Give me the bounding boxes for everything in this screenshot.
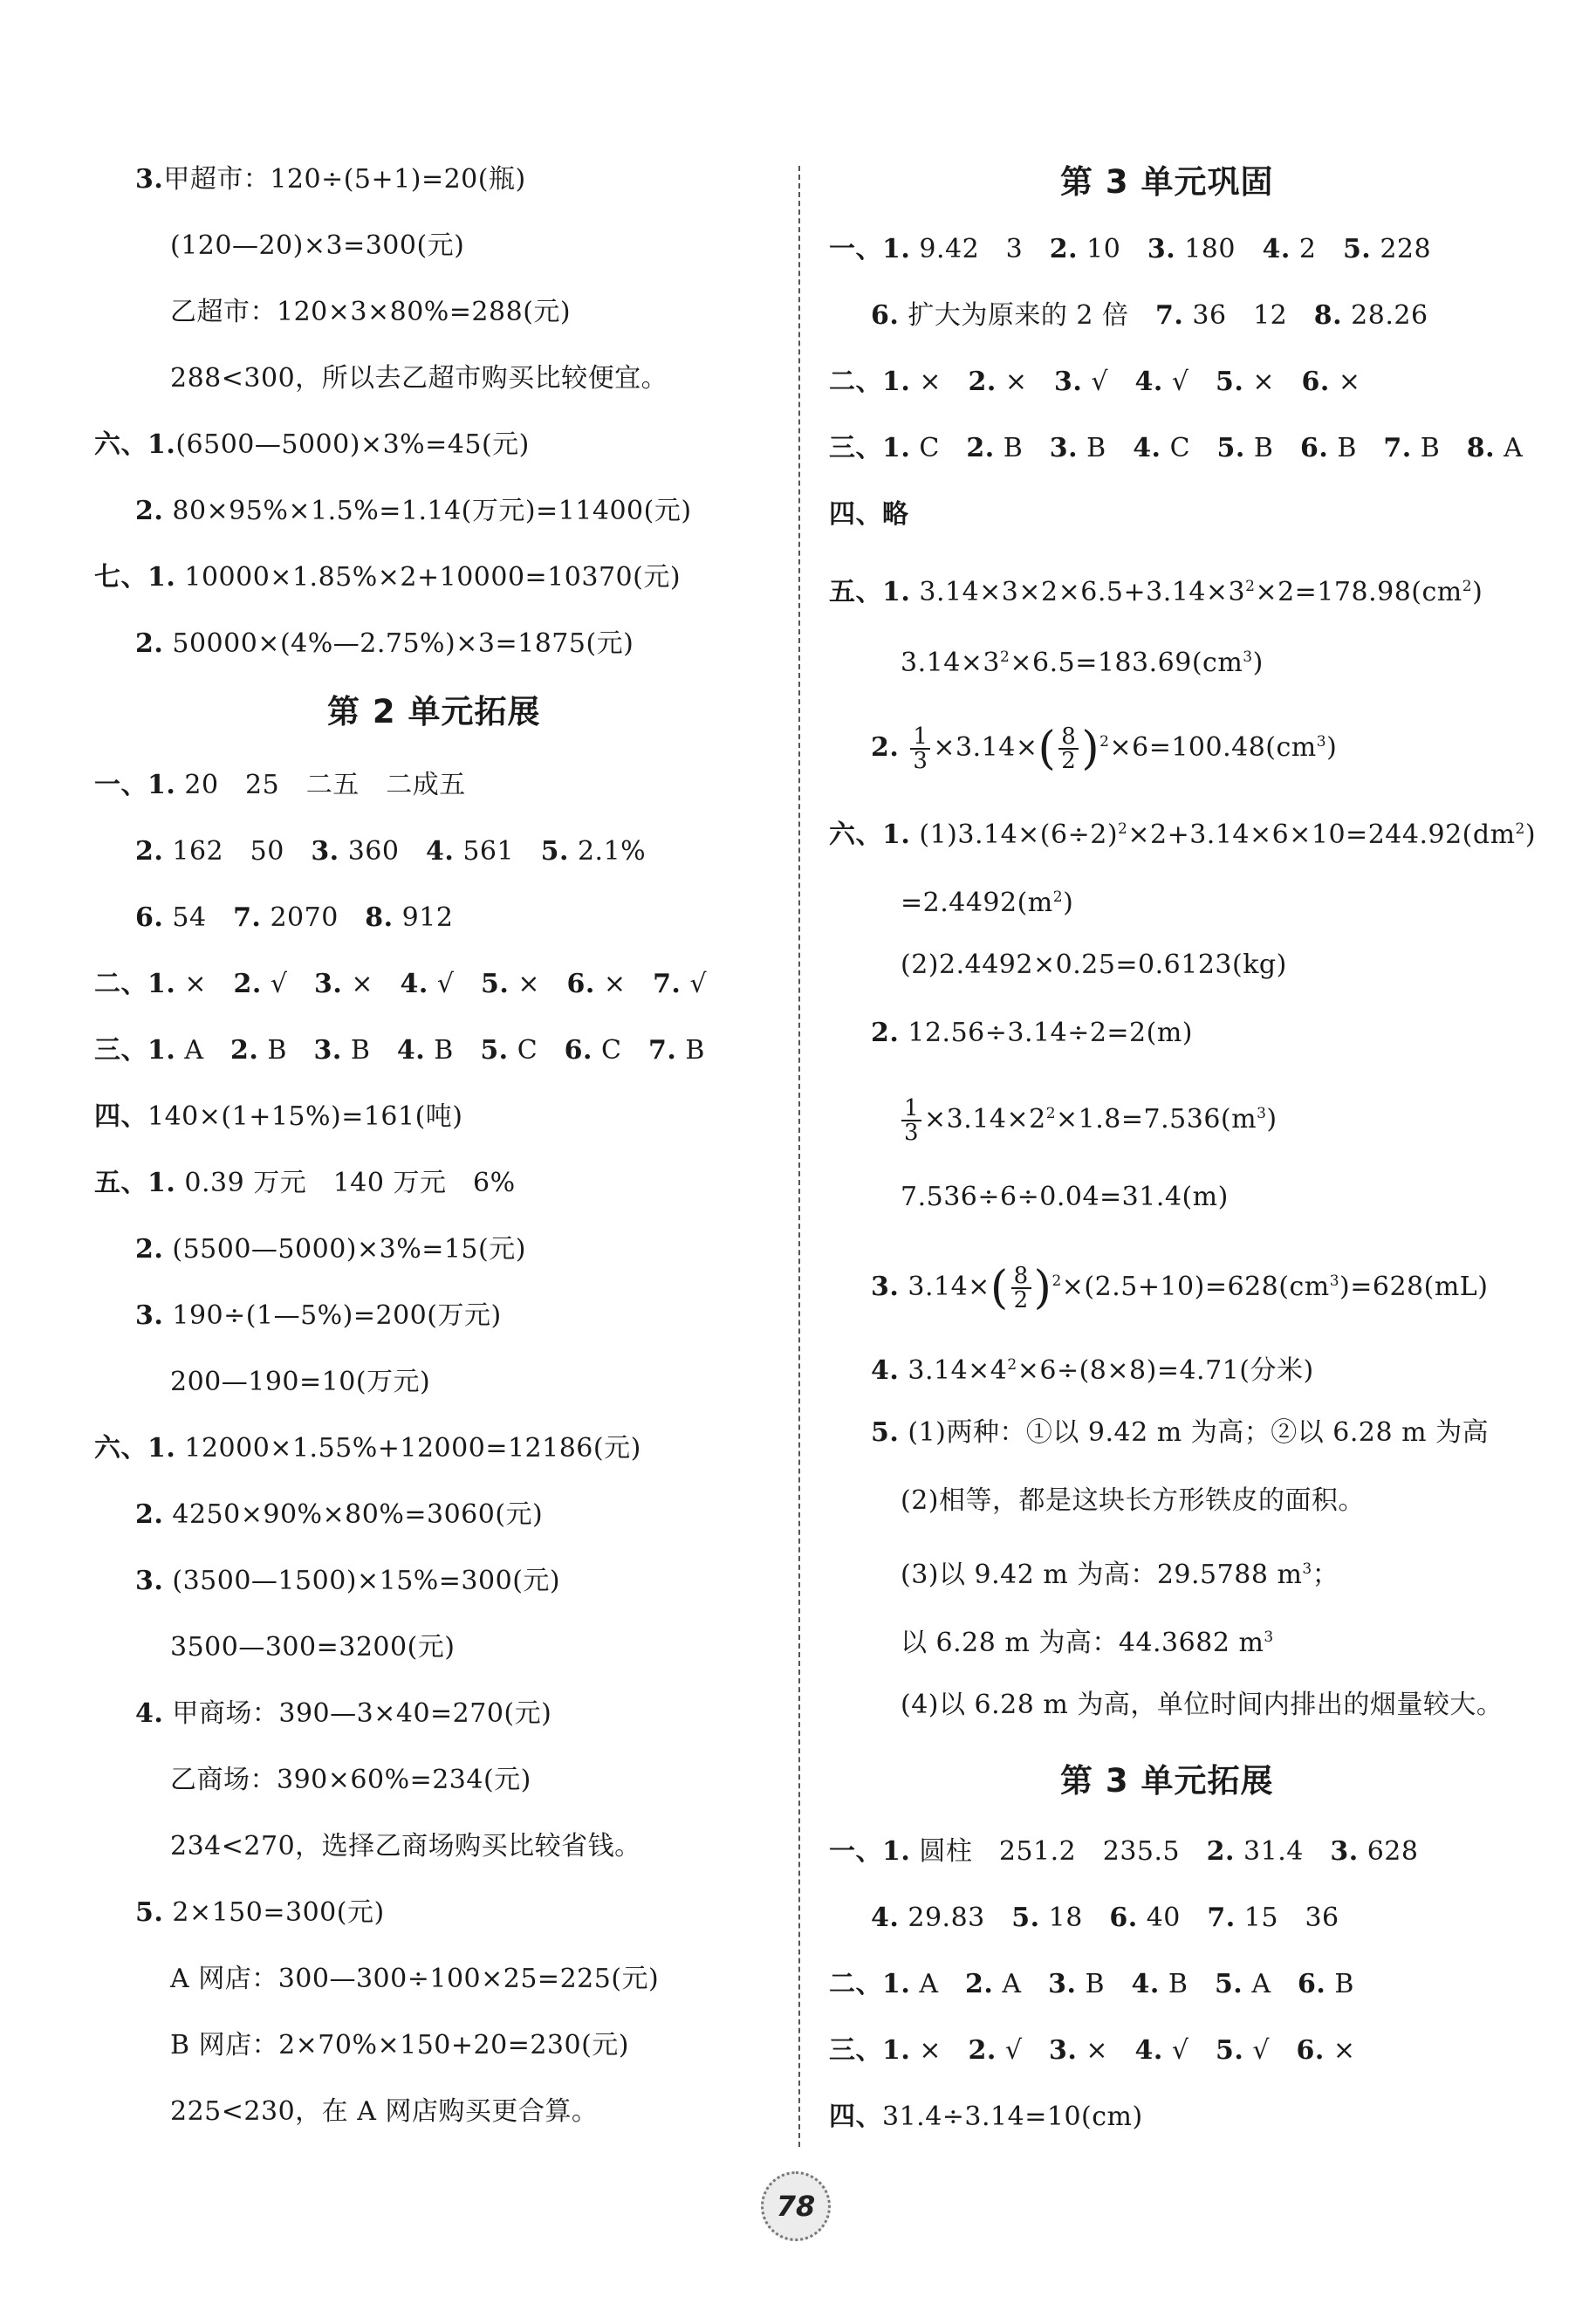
answer-line: 3. 3.14×( $\frac{8}{2}$ )$^2\times(2.5+10)=628(cm^3)=628(mL)$	[871, 1262, 1489, 1314]
section-heading: 第 3 单元拓展	[1060, 1762, 1274, 1800]
fraction: $\frac{8}{2}$	[1058, 725, 1079, 772]
answer-line: 三、1. A 2. B 3. B 4. B 5. C 6. C 7. B	[94, 1035, 705, 1066]
page-number: 78	[776, 2190, 816, 2223]
answer-line: (4)以 6.28 m 为高，单位时间内排出的烟量较大。	[901, 1690, 1504, 1720]
answer-line: 4. $3.14\times 4^2\times 6\div(8\times 8)=4.71$(分米)	[871, 1355, 1314, 1386]
answer-line: 二、1. × 2. × 3. √ 4. √ 5. × 6. ×	[829, 367, 1361, 397]
answer-line: 5. (1)两种：①以 9.42 m 为高；②以 6.28 m 为高	[871, 1417, 1490, 1448]
answer-line: 乙商场：390×60%=234(元)	[170, 1765, 531, 1795]
answer-line: 一、1. 9.42 3 2. 10 3. 180 4. 2 5. 228	[829, 234, 1432, 264]
answer-line: 2. (5500—5000)×3%=15(元)	[135, 1234, 526, 1265]
answer-line: (3)以 9.42 m 为高：29.5788 $m^3$；	[901, 1560, 1339, 1590]
answer-line: 4. 甲商场：390—3×40=270(元)	[135, 1698, 552, 1729]
answer-line: $\frac{1}{3}$ $\times 3.14\times 2^2\times 1.8=7.536(m^3)$	[899, 1096, 1277, 1144]
answer-line: 2. 50000×(4%—2.75%)×3=1875(元)	[135, 628, 634, 659]
answer-line: 二、1. A 2. A 3. B 4. B 5. A 6. B	[829, 1969, 1354, 1999]
answer-line: 三、1. × 2. √ 3. × 4. √ 5. √ 6. ×	[829, 2035, 1356, 2066]
answer-line: 四、140×(1+15%)=161(吨)	[94, 1101, 463, 1132]
answer-line: (2)相等，都是这块长方形铁皮的面积。	[901, 1485, 1365, 1516]
answer-line: 3. (3500—1500)×15%=300(元)	[135, 1566, 561, 1596]
answer-line: $=2.4492(m^2)$	[901, 888, 1074, 918]
answer-line: 五、1. $3.14\times 3\times 2\times 6.5+3.14\times 3^2\times 2=178.98(cm^2)$	[829, 577, 1483, 607]
answer-line: 2. 162 50 3. 360 4. 561 5. 2.1%	[135, 836, 647, 867]
answer-line: 3.甲超市：120÷(5+1)=20(瓶)	[135, 164, 526, 195]
answer-line: 乙超市：120×3×80%=288(元)	[170, 297, 572, 327]
answer-line: (120—20)×3=300(元)	[170, 230, 465, 261]
answer-line: 2. 12.56÷3.14÷2=2(m)	[871, 1018, 1193, 1048]
answer-line: 六、1. 12000×1.55%+12000=12186(元)	[94, 1433, 641, 1464]
answer-line: 6. 54 7. 2070 8. 912	[135, 902, 454, 933]
answer-line: 三、1. C 2. B 3. B 4. C 5. B 6. B 7. B 8. A	[829, 433, 1524, 463]
answer-line: (2)2.4492×0.25=0.6123(kg)	[901, 950, 1287, 980]
answer-line: 六、1. $(1)3.14\times(6\div 2)^2\times 2+3.14\times 6\times 10=244.92(dm^2)$	[829, 819, 1537, 850]
answer-line: 七、1. 10000×1.85%×2+10000=10370(元)	[94, 562, 682, 593]
section-heading: 第 3 单元巩固	[1060, 163, 1274, 201]
page-number-badge	[761, 2171, 831, 2241]
column-divider	[798, 166, 800, 2147]
answer-line: 一、1. 圆柱 251.2 235.5 2. 31.4 3. 628	[829, 1836, 1419, 1867]
answer-line: 五、1. 0.39 万元 140 万元 6%	[94, 1168, 516, 1198]
answer-line: 六、1.(6500—5000)×3%=45(元)	[94, 429, 530, 460]
answer-line: 2. 80×95%×1.5%=1.14(万元)=11400(元)	[135, 496, 692, 526]
answer-line: B 网店：2×70%×150+20=230(元)	[170, 2030, 629, 2060]
answer-line: 6. 扩大为原来的 2 倍 7. 36 12 8. 28.26	[871, 300, 1428, 331]
fraction: $\frac{8}{2}$	[1011, 1265, 1031, 1312]
answer-line: 四、略	[829, 499, 909, 530]
answer-line: 234<270，选择乙商场购买比较省钱。	[170, 1831, 641, 1862]
answer-line: 225<230，在 A 网店购买更合算。	[170, 2096, 599, 2127]
answer-line: 一、1. 20 25 二五 二成五	[94, 770, 466, 800]
answer-line: 4. 29.83 5. 18 6. 40 7. 15 36	[871, 1903, 1339, 1933]
answer-line: 3500—300=3200(元)	[170, 1632, 456, 1663]
answer-line: 7.536÷6÷0.04=31.4(m)	[901, 1182, 1229, 1212]
answer-line: A 网店：300—300÷100×25=225(元)	[170, 1964, 660, 1994]
answer-line: 二、1. × 2. √ 3. × 4. √ 5. × 6. × 7. √	[94, 969, 708, 999]
answer-line: 288<300，所以去乙超市购买比较便宜。	[170, 363, 668, 394]
answer-line: 5. 2×150=300(元)	[135, 1897, 385, 1928]
answer-line: 以 6.28 m 为高：44.3682 $m^3$	[901, 1628, 1274, 1658]
answer-line: 3. 190÷(1—5%)=200(万元)	[135, 1300, 502, 1331]
answer-line: $3.14\times 3^2\times 6.5=183.69(cm^3)$	[901, 648, 1264, 678]
fraction: $\frac{1}{3}$	[910, 725, 930, 772]
fraction: $\frac{1}{3}$	[901, 1097, 921, 1144]
answer-line: 2. $\frac{1}{3}$ ×3.14×( $\frac{8}{2}$ )$^2\times 6=100.48(cm^3)$	[871, 723, 1338, 775]
answer-line: 200—190=10(万元)	[170, 1367, 431, 1397]
section-heading: 第 2 单元拓展	[327, 693, 541, 730]
answer-line: 2. 4250×90%×80%=3060(元)	[135, 1499, 544, 1530]
answer-line: 四、31.4÷3.14=10(cm)	[829, 2102, 1143, 2132]
